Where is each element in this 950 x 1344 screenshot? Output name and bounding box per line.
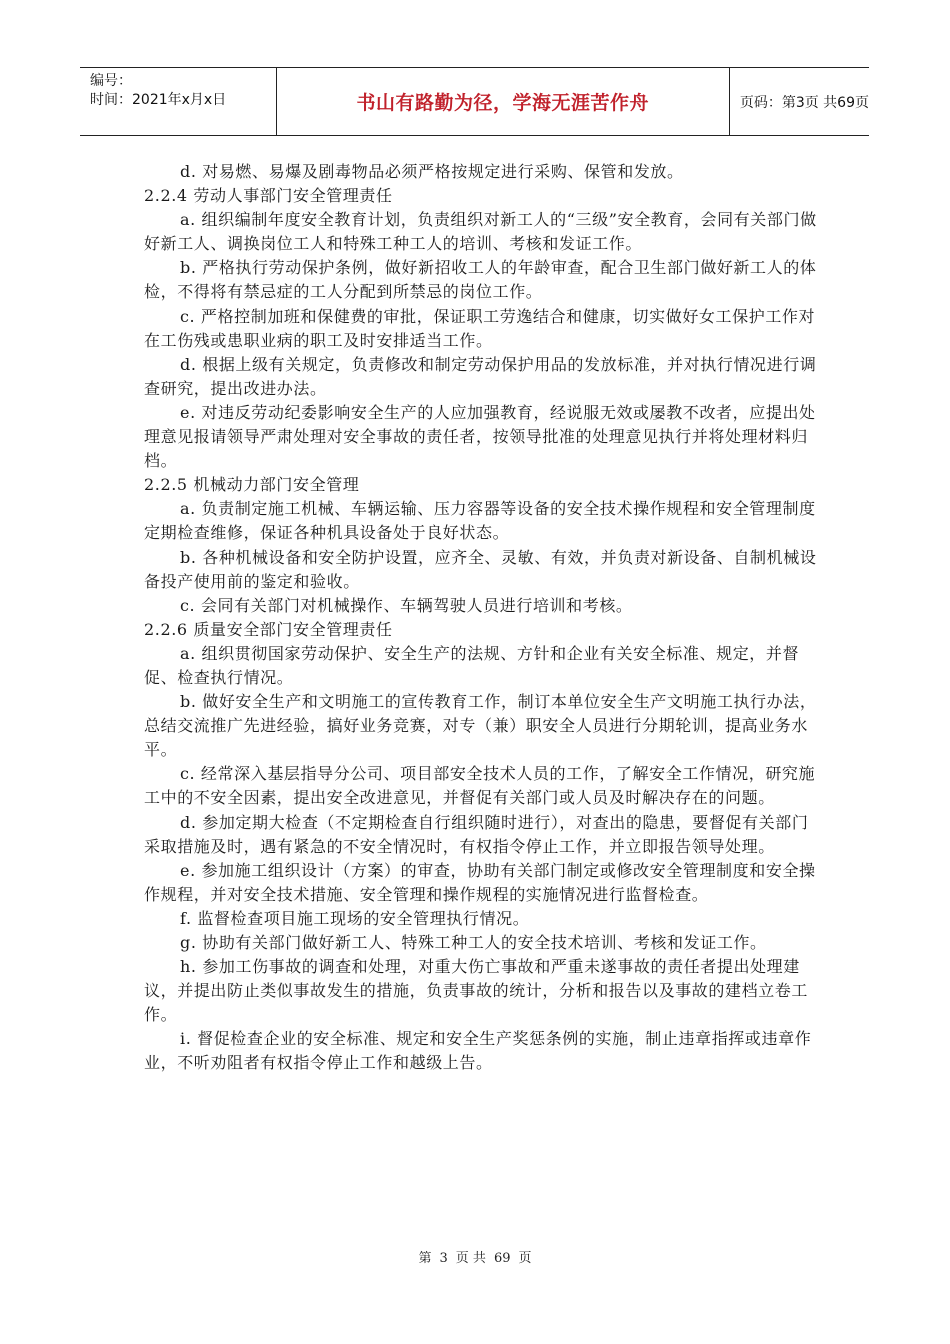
paragraph: e. 对违反劳动纪委影响安全生产的人应加强教育，经说服无效或屡教不改者，应提出处理意见报请领导严肃处理对安全事故的责任者，按领导批准的处理意见执行并将处理材料归档。 <box>144 402 816 471</box>
document-date: 时间：2021年x月x日 <box>90 92 227 108</box>
paragraph: b. 严格执行劳动保护条例，做好新招收工人的年龄审查，配合卫生部门做好新工人的体检，不得将有禁忌症的工人分配到所禁忌的岗位工作。 <box>144 258 817 302</box>
paragraph: c. 经常深入基层指导分公司、项目部安全技术人员的工作，了解安全工作情况，研究施工中的不安全因素，提出安全改进意见，并督促有关部门或人员及时解决存在的问题。 <box>144 764 816 808</box>
footer-prefix: 第 <box>418 1251 432 1266</box>
paragraph: d. 根据上级有关规定，负责修改和制定劳动保护用品的发放标准，并对执行情况进行调查研究，提出改进办法。 <box>144 354 817 398</box>
section-heading: 2.2.6 质量安全部门安全管理责任 <box>144 619 393 639</box>
paragraph: b. 各种机械设备和安全防护设置，应齐全、灵敏、有效，并负责对新设备、自制机械设备投产使用前的鉴定和验收。 <box>144 547 817 591</box>
paragraph: e. 参加施工组织设计（方案）的审查，协助有关部门制定或修改安全管理制度和安全操作规程，并对安全技术措施、安全管理和操作规程的实施情况进行监督检查。 <box>144 860 816 904</box>
document-number-label: 编号： <box>90 73 132 89</box>
header-page-info: 页码：第3页 共69页 <box>739 94 869 111</box>
footer-total-pages: 69 <box>493 1251 511 1266</box>
footer-page-number: 3 <box>439 1251 448 1266</box>
paragraph: b. 做好安全生产和文明施工的宣传教育工作，制订本单位安全生产文明施工执行办法，总结交流推广先进经验，搞好业务竞赛，对专（兼）职安全人员进行分期轮训，提高业务水平。 <box>144 692 817 760</box>
paragraph: a. 负责制定施工机械、车辆运输、压力容器等设备的安全技术操作规程和安全管理制度定期检查维修，保证各种机具设备处于良好状态。 <box>144 499 816 543</box>
section-heading: 2.2.5 机械动力部门安全管理 <box>144 475 360 495</box>
paragraph: d. 对易燃、易爆及剧毒物品必须严格按规定进行采购、保管和发放。 <box>180 162 684 181</box>
paragraph: a. 组织贯彻国家劳动保护、安全生产的法规、方针和企业有关安全标准、规定，并督促、检查执行情况。 <box>144 643 800 687</box>
header-meta <box>80 68 277 135</box>
paragraph: f. 监督检查项目施工现场的安全管理执行情况。 <box>180 908 530 928</box>
paragraph: c. 会同有关部门对机械操作、车辆驾驶人员进行培训和考核。 <box>180 595 633 615</box>
footer-suffix: 页 <box>518 1251 532 1266</box>
section-heading: 2.2.4 劳动人事部门安全管理责任 <box>144 186 393 206</box>
footer-middle: 页 共 <box>455 1251 486 1266</box>
document-body <box>144 160 820 1076</box>
paragraph: h. 参加工伤事故的调查和处理，对重大伤亡事故和严重未遂事故的责任者提出处理建议，并提出防止类似事故发生的措施，负责事故的统计，分析和报告以及事故的建档立卷工作。 <box>144 957 809 1025</box>
paragraph: c. 严格控制加班和保健费的审批，保证职工劳逸结合和健康，切实做好女工保护工作对在工伤残或患职业病的职工及时安排适当工作。 <box>144 306 816 350</box>
paragraph: a. 组织编制年度安全教育计划，负责组织对新工人的“三级”安全教育，会同有关部门做好新工人、调换岗位工人和特殊工种工人的培训、考核和发证工作。 <box>144 210 817 254</box>
paragraph: g. 协助有关部门做好新工人、特殊工种工人的安全技术培训、考核和发证工作。 <box>180 933 767 952</box>
page-footer <box>0 1247 950 1266</box>
page-header <box>80 67 869 136</box>
paragraph: i. 督促检查企业的安全标准、规定和安全生产奖惩条例的实施，制止违章指挥或违章作业，不听劝阻者有权指令停止工作和越级上告。 <box>144 1029 812 1073</box>
paragraph: d. 参加定期大检查（不定期检查自行组织随时进行），对查出的隐患，要督促有关部门采取措施及时，遇有紧急的不安全情况时，有权指令停止工作，并立即报告领导处理。 <box>144 812 809 856</box>
header-motto: 书山有路勤为径，学海无涯苦作舟 <box>277 68 730 135</box>
